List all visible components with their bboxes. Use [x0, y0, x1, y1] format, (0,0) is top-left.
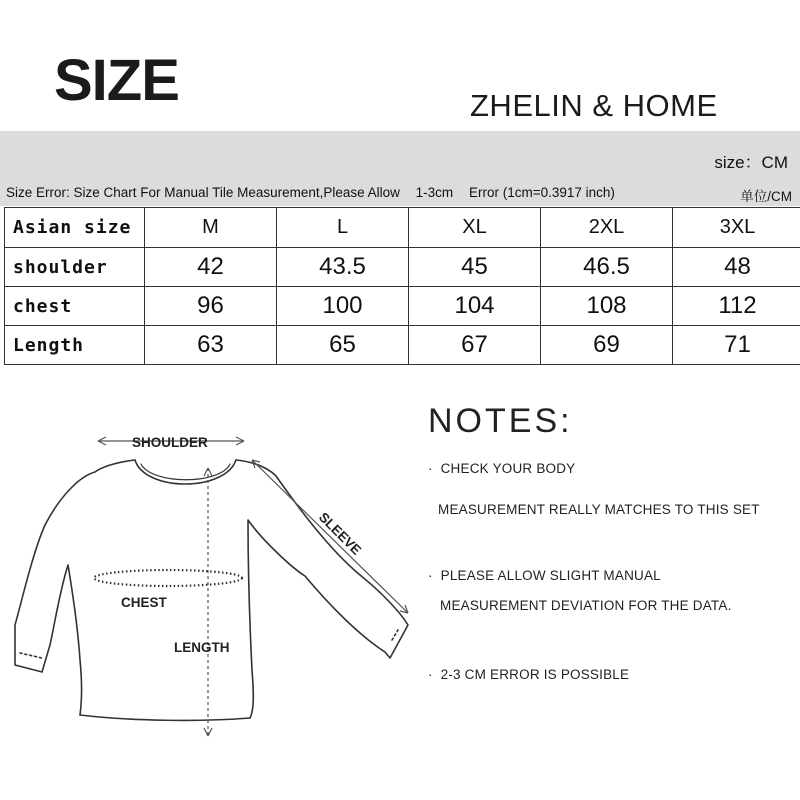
bullet: ·	[428, 568, 433, 583]
note-line	[428, 667, 629, 682]
error-note	[6, 185, 627, 200]
sleeve-label: SLEEVE	[315, 509, 365, 558]
column-header: 3XL	[673, 208, 800, 248]
table-cell: 112	[673, 287, 800, 326]
note-line	[440, 598, 732, 613]
error-note-range: 1-3cm	[415, 185, 454, 200]
column-header: M	[145, 208, 277, 248]
page-title: SIZE	[54, 48, 179, 113]
table-cell: 100	[277, 287, 409, 326]
table-row	[5, 287, 800, 326]
table-cell: 45	[409, 248, 541, 287]
table-cell: 42	[145, 248, 277, 287]
size-unit-label: size：CM	[714, 153, 788, 172]
table-cell: 67	[409, 326, 541, 365]
table-cell: 108	[541, 287, 673, 326]
row-label: shoulder	[5, 248, 145, 287]
table-cell: 65	[277, 326, 409, 365]
table-cell: 69	[541, 326, 673, 365]
table-row	[5, 326, 800, 365]
column-header: XL	[409, 208, 541, 248]
brand-name: ZHELIN & HOME	[470, 88, 718, 123]
length-label: LENGTH	[174, 640, 230, 655]
note-line	[428, 461, 575, 476]
table-corner-header: Asian size	[5, 208, 145, 248]
unit-cn-label: 单位/CM	[740, 189, 792, 204]
note-text: PLEASE ALLOW SLIGHT MANUAL	[440, 568, 661, 583]
note-text: 2-3 CM ERROR IS POSSIBLE	[440, 667, 630, 682]
row-label: Length	[5, 326, 145, 365]
row-label: chest	[5, 287, 145, 326]
column-header: L	[277, 208, 409, 248]
shirt-outline	[15, 460, 408, 720]
note-line	[438, 502, 760, 517]
table-cell: 96	[145, 287, 277, 326]
error-note-conversion: Error (1cm=0.3917 inch)	[468, 185, 615, 200]
bullet: ·	[428, 667, 433, 682]
error-note-text: Size Error: Size Chart For Manual Tile Measurement,Please Allow	[6, 185, 400, 200]
shirt-measurement-diagram	[0, 400, 420, 800]
note-text: MEASUREMENT REALLY MATCHES TO THIS SET	[438, 502, 760, 517]
table-cell: 71	[673, 326, 800, 365]
table-cell: 43.5	[277, 248, 409, 287]
table-cell: 104	[409, 287, 541, 326]
table-cell: 48	[673, 248, 800, 287]
note-text: MEASUREMENT DEVIATION FOR THE DATA.	[440, 598, 732, 613]
chest-label: CHEST	[121, 595, 167, 610]
note-line	[428, 568, 661, 583]
table-header-row	[5, 208, 800, 248]
shoulder-label: SHOULDER	[132, 435, 208, 450]
column-header: 2XL	[541, 208, 673, 248]
size-table	[4, 207, 800, 365]
notes-title: NOTES:	[428, 402, 573, 440]
bullet: ·	[428, 461, 433, 476]
measurement-lines	[94, 437, 408, 736]
table-row	[5, 248, 800, 287]
table-cell: 63	[145, 326, 277, 365]
note-text: CHECK YOUR BODY	[440, 461, 576, 476]
table-cell: 46.5	[541, 248, 673, 287]
